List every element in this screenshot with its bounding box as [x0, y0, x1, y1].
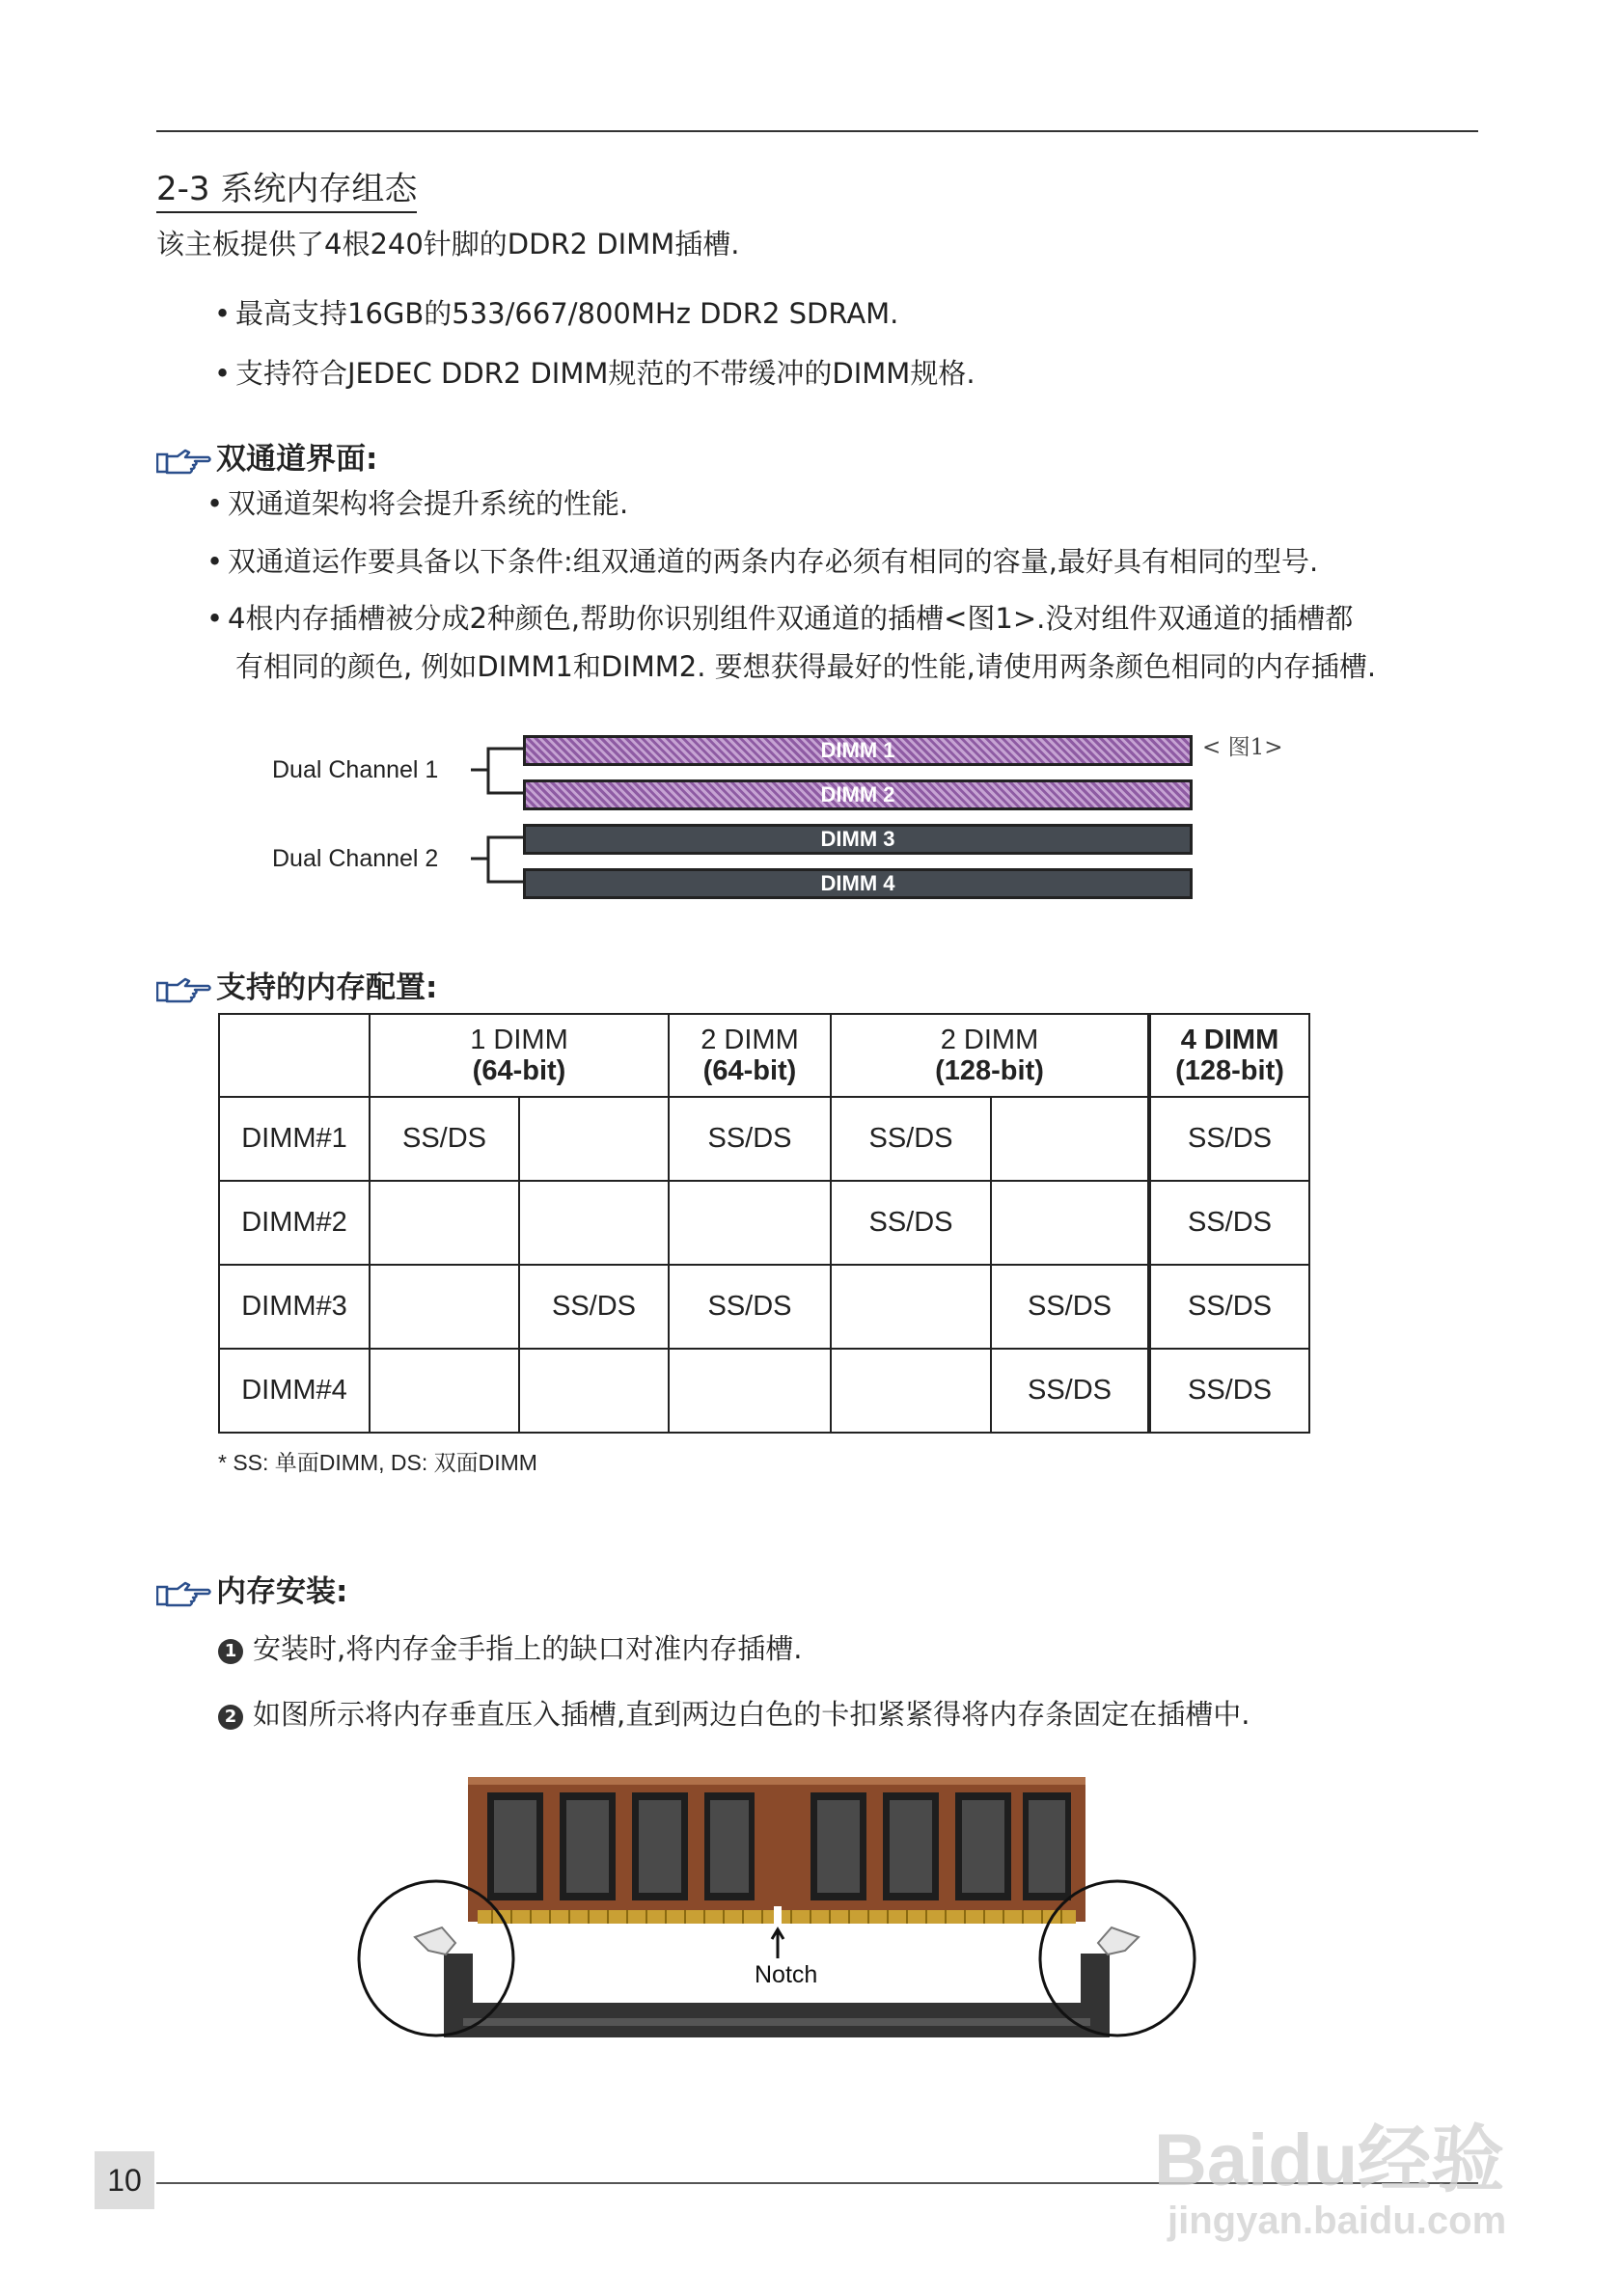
dual-bullet-3-cont: 有相同的颜色, 例如DIMM1和DIMM2. 要想获得最好的性能,请使用两条颜色相同的内存插槽. [235, 650, 1377, 683]
row-label: DIMM#2 [219, 1181, 370, 1265]
intro-text: 该主板提供了4根240针脚的DDR2 DIMM插槽. [156, 228, 740, 260]
table-cell: SS/DS [519, 1265, 669, 1349]
top-rule [156, 130, 1478, 132]
table-cell [831, 1265, 991, 1349]
table-cell: SS/DS [1149, 1181, 1309, 1265]
header-line1: 1 DIMM [470, 1025, 568, 1055]
table-cell [669, 1181, 831, 1265]
header-cell [1149, 1014, 1309, 1097]
table-cell [370, 1181, 519, 1265]
dimm-installation-illustration [357, 1765, 1196, 2055]
install-step-1-text: 安装时,将内存金手指上的缺口对准内存插槽. [253, 1632, 803, 1665]
header-line2: (64-bit) [702, 1055, 797, 1086]
right-clip-highlight-circle [1040, 1881, 1195, 2036]
table-cell [519, 1181, 669, 1265]
dual-bullet-3: • 4根内存插槽被分成2种颜色,帮助你识别组件双通道的插槽<图1>.没对组件双通道的插槽都 [228, 602, 1353, 635]
header-line1: 4 DIMM [1180, 1025, 1279, 1055]
header-cell [669, 1014, 831, 1097]
table-cell: SS/DS [370, 1097, 519, 1181]
header-line2: (128-bit) [935, 1055, 1044, 1086]
install-step-2 [218, 1698, 1250, 1731]
table-cell: SS/DS [1149, 1349, 1309, 1433]
dimm-slot-4: DIMM 4 [523, 868, 1193, 899]
table-cell: SS/DS [831, 1181, 991, 1265]
install-step-1 [218, 1632, 802, 1665]
header-cell [831, 1014, 1149, 1097]
table-footnote: * SS: 单面DIMM, DS: 双面DIMM [218, 1450, 537, 1475]
left-retention-clip [415, 1927, 455, 1954]
step-number-badge: 1 [218, 1639, 243, 1664]
dimm-slot-2: DIMM 2 [523, 779, 1193, 810]
step-number-badge: 2 [218, 1705, 243, 1730]
pointing-hand-icon [156, 1579, 212, 1608]
table-cell: SS/DS [1149, 1097, 1309, 1181]
header-cell [370, 1014, 669, 1097]
row-label: DIMM#1 [219, 1097, 370, 1181]
table-row [219, 1181, 1309, 1265]
pointing-hand-icon [156, 447, 212, 476]
table-cell: SS/DS [991, 1265, 1149, 1349]
table-cell: SS/DS [669, 1097, 831, 1181]
spec-bullet-2: • 支持符合JEDEC DDR2 DIMM规范的不带缓冲的DIMM规格. [235, 357, 975, 390]
table-cell: SS/DS [991, 1349, 1149, 1433]
table-cell [669, 1349, 831, 1433]
table-cell: SS/DS [669, 1265, 831, 1349]
page-number: 10 [95, 2151, 154, 2209]
spec-bullet-1: • 最高支持16GB的533/667/800MHz DDR2 SDRAM. [235, 297, 898, 330]
notch-arrow [772, 1929, 783, 1958]
row-label: DIMM#4 [219, 1349, 370, 1433]
header-line2: (64-bit) [472, 1055, 566, 1086]
table-cell: SS/DS [1149, 1265, 1309, 1349]
header-corner [219, 1014, 370, 1097]
dual-channel-heading-label: 双通道界面: [216, 442, 378, 477]
install-heading-label: 内存安装: [216, 1574, 348, 1609]
table-header-row [219, 1014, 1309, 1097]
dual-bullet-2: • 双通道运作要具备以下条件:组双通道的两条内存必须有相同的容量,最好具有相同的型号. [228, 545, 1318, 578]
table-cell [370, 1265, 519, 1349]
dimm-slot-3: DIMM 3 [523, 824, 1193, 855]
config-heading [156, 963, 437, 1006]
dual-channel-1-label: Dual Channel 1 [272, 756, 439, 783]
baidu-watermark: Baidu经验 [1154, 2119, 1505, 2201]
table-row [219, 1097, 1309, 1181]
install-heading [156, 1567, 347, 1610]
table-cell [991, 1181, 1149, 1265]
header-line1: 2 DIMM [940, 1025, 1039, 1055]
table-cell [831, 1349, 991, 1433]
baidu-watermark-url: jingyan.baidu.com [1168, 2200, 1507, 2242]
section-title: 2-3 系统内存组态 [156, 162, 417, 213]
table-cell [519, 1349, 669, 1433]
table-cell: SS/DS [831, 1097, 991, 1181]
pointing-hand-icon [156, 975, 212, 1004]
dual-channel-2-label: Dual Channel 2 [272, 845, 439, 872]
table-cell [370, 1349, 519, 1433]
right-retention-clip [1098, 1927, 1139, 1954]
table-cell [519, 1097, 669, 1181]
header-line2: (128-bit) [1175, 1055, 1284, 1086]
dual-bullet-1: • 双通道架构将会提升系统的性能. [228, 487, 628, 520]
header-line1: 2 DIMM [701, 1025, 799, 1055]
memory-config-table [218, 1013, 1310, 1434]
table-cell [991, 1097, 1149, 1181]
figure-1-caption: < 图1> [1202, 735, 1283, 760]
left-clip-highlight-circle [359, 1881, 513, 2036]
dual-channel-heading [156, 434, 377, 478]
dimm-slot-1: DIMM 1 [523, 735, 1193, 766]
key-notch [774, 1906, 782, 1926]
install-step-2-text: 如图所示将内存垂直压入插槽,直到两边白色的卡扣紧紧得将内存条固定在插槽中. [253, 1698, 1250, 1731]
channel-brackets [469, 743, 527, 907]
config-heading-label: 支持的内存配置: [216, 970, 438, 1005]
notch-label: Notch [755, 1961, 818, 1988]
table-row [219, 1349, 1309, 1433]
row-label: DIMM#3 [219, 1265, 370, 1349]
table-row [219, 1265, 1309, 1349]
